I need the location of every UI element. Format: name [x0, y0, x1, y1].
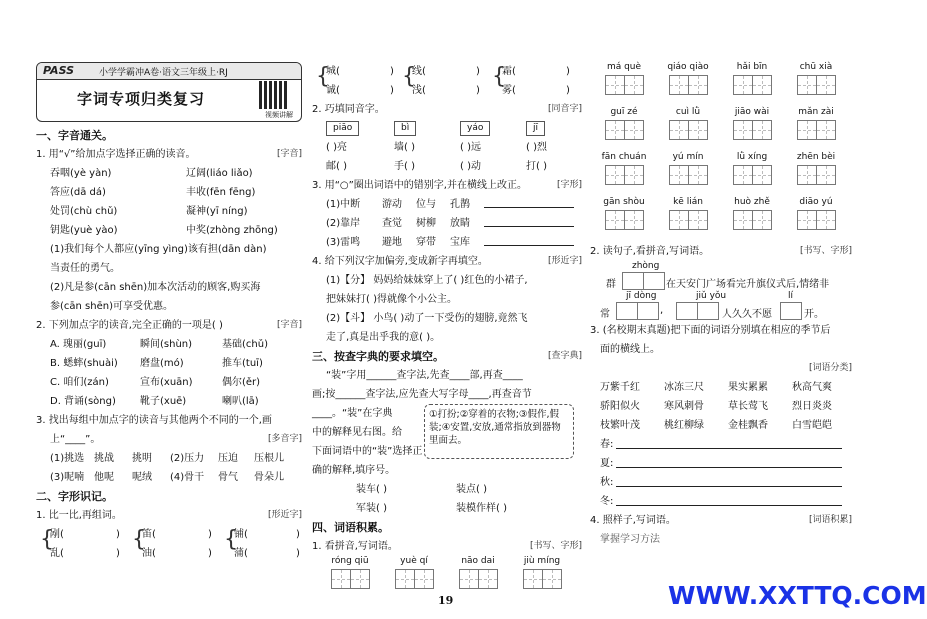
compare-row: { 城( ) { 线( ) { 霜( ): [316, 64, 570, 89]
sec4-q1-text: 1. 看拼音,写词语。: [312, 541, 398, 552]
dict-line: 画;按______查字法,应先查大写字母____,再查音节: [312, 389, 532, 400]
page-number: 19: [438, 594, 454, 607]
q1-sentence-2: (2)凡是参(cān shēn)加本次活动的顾客,购买海: [50, 282, 261, 293]
c2-q3-text: 3. 用“○”圈出词语中的错别字,并在横线上改正。: [312, 180, 527, 191]
q1-sentence-2b: 参(cān shēn)可享受优惠。: [50, 301, 173, 312]
sec4-q1-tag: [书写、字形]: [529, 541, 582, 551]
compare-row: 诚( ) 浅( ) 雾( ): [326, 85, 570, 96]
brace-icon: {: [316, 64, 330, 89]
pair-row: 钥匙(yuè yào) 中奖(zhòng zhōng): [50, 225, 278, 236]
dict-word-row: 装车( ) 装点( ): [356, 484, 487, 495]
series-label: 小学学霸冲A卷·语文三年级上·RJ: [99, 68, 228, 78]
q4-line: (2)【斗】 小鸟( )动了一下受伤的翅膀,竟然飞: [326, 313, 528, 324]
homophone-pinyin-row: piāo bì yáo jī: [312, 119, 582, 138]
q4-line: 把妹妹打( )得就像个小公主。: [326, 294, 457, 305]
sec2-q1-text: 1. 比一比,再组词。: [36, 510, 122, 521]
q1-text: 1. 用“√”给加点字选择正确的读音。: [36, 149, 196, 160]
compare-row: { 剐( ) { 笛( ) { 铺( ): [40, 527, 300, 552]
homophone-row: ( )亮 墙( ) ( )远 ( )烈: [326, 142, 547, 153]
q4-line: (1)【分】 妈妈给妹妹穿上了( )红色的小裙子,: [326, 275, 528, 286]
c3-q2-text: 2. 读句子,看拼音,写词语。: [590, 246, 710, 257]
pinyin-grid-row: guī zé cuì lǜ jiāo wài mǎn zài: [590, 107, 852, 152]
q3-text-2: 上“____”。: [50, 434, 101, 445]
pinyin-grid-row: róng qiū yuè qí nāo dai jiù míng: [312, 556, 582, 590]
c3-q3-text: 3. (名校期末真题)把下面的词语分别填在相应的季节后: [590, 325, 831, 336]
season-line[interactable]: 秋:: [590, 473, 852, 492]
qr-label: 视频讲解: [265, 111, 293, 119]
pinyin-grid-row: má què qiáo qiào hǎi bīn chū xià: [590, 62, 852, 107]
q2-text: 2. 下列加点字的读音,完全正确的一项是( ): [36, 320, 223, 331]
pinyin-grid-row: gān shòu kē lián huò zhě diāo yú: [590, 197, 852, 242]
q4-line: 走了,真是出乎我的意( )。: [326, 332, 441, 343]
option-row: D. 背诵(sòng) 靴子(xuē) 喇叭(lā): [50, 396, 259, 407]
typo-row: (3)雷鸣 避地 穿带 宝库: [312, 233, 582, 252]
middle-column: [312, 62, 582, 590]
q1-tag: [字音]: [276, 149, 302, 159]
sec3-tag: [查字典]: [547, 351, 582, 361]
typo-row: (2)靠岸 查觉 树柳 放睛: [312, 214, 582, 233]
c3-q4-text: 4. 照样子,写词语。: [590, 515, 676, 526]
left-column: [36, 62, 302, 563]
qr-code-icon[interactable]: [259, 81, 287, 109]
site-watermark: WWW.XXTTQ.COM: [668, 581, 927, 610]
header-bar: [37, 63, 301, 80]
typo-row: (1)中断 游动 位与 孔鹊: [312, 195, 582, 214]
c2-q3-tag: [字形]: [556, 180, 582, 190]
dict-line: “装”字用______查字法,先查____部,再查____: [326, 370, 523, 381]
pinyin-grid-row: fān chuán yú mín lǜ xíng zhēn bèi: [590, 152, 852, 197]
homophone-row: 邮( ) 手( ) ( )动 打( ): [326, 161, 547, 172]
c3-q3-tag: [词语分类]: [808, 363, 852, 373]
season-line[interactable]: 春:: [590, 435, 852, 454]
season-line[interactable]: 夏:: [590, 454, 852, 473]
word-row: 骄阳似火 寒风刺骨 草长莺飞 烈日炎炎: [600, 401, 832, 412]
pair-row: 吞咽(yè yàn) 辽阔(liáo liǎo): [50, 168, 253, 179]
q1-sentence-1: (1)我们每个人都应(yīng yìng)该有担(dān dàn): [50, 244, 267, 255]
header-box: [36, 62, 302, 122]
q3-text: 3. 找出每组中加点字的读音与其他两个不同的一个,画: [36, 415, 272, 426]
dict-block: ____。“装”在字典 中的解释见右图。给 下面词语中的“装”选择正 确的解释,填序号。 ①打扮;②穿着的衣物;③假作,假装;④安置,安放,通常指放到器物里面去。: [312, 404, 582, 480]
q3-row: (3)呢喃 他呢 呢绒 (4)骨干 骨气 骨朵儿: [50, 472, 284, 483]
compare-row: 乱( ) 油( ) 蒲( ): [50, 548, 300, 559]
section-2-title: 二、字形识记。: [36, 490, 113, 503]
brace-icon: {: [40, 527, 54, 552]
q1-sentence-1b: 当责任的勇气。: [50, 263, 120, 274]
c3-q2-tag: [书写、字形]: [799, 246, 852, 256]
c3-q4-tag: [词语积累]: [808, 515, 852, 525]
option-row: A. 瑰丽(guī) 瞬间(shùn) 基础(chǔ): [50, 339, 268, 350]
sentence-line-2: jī dòng jiǔ yǒu lí 常 , 人久久不愿 开。: [600, 291, 824, 320]
right-column: [590, 62, 852, 549]
brace-icon: {: [402, 64, 416, 89]
dict-word-row: 军装( ) 装模作样( ): [356, 503, 507, 514]
word-row: 枝繁叶茂 桃红柳绿 金桂飘香 白雪皑皑: [600, 420, 832, 431]
dictionary-note-box: ①打扮;②穿着的衣物;③假作,假装;④安置,安放,通常指放到器物里面去。: [424, 404, 574, 459]
page-title: 字词专项归类复习: [77, 90, 206, 108]
pair-row: 处罚(chù chǔ) 凝神(yī níng): [50, 206, 248, 217]
c3-q4-example: 掌握学习方法: [600, 534, 660, 545]
brace-icon: {: [132, 527, 146, 552]
option-row: B. 蟋蟀(shuài) 磨盘(mó) 推车(tuī): [50, 358, 263, 369]
brand-logo: PASS: [43, 64, 75, 77]
section-1-title: 一、字音通关。: [36, 129, 113, 142]
section-3-title: 三、按查字典的要求填空。: [312, 350, 444, 363]
c2-q4-text: 4. 给下列汉字加偏旁,变成新字再填空。: [312, 256, 488, 267]
c2-q4-tag: [形近字]: [547, 256, 582, 266]
sentence-line-1: zhòng 群 在天安门广场看完升旗仪式后,情绪非: [606, 261, 830, 290]
q3-tag: [多音字]: [267, 434, 302, 444]
section-4-title: 四、词语积累。: [312, 521, 389, 534]
c3-q3-text-2: 面的横线上。: [600, 344, 660, 355]
brace-icon: {: [224, 527, 238, 552]
option-row: C. 咱们(zán) 宣布(xuān) 偶尔(ěr): [50, 377, 261, 388]
sec2-q1-tag: [形近字]: [267, 510, 302, 520]
word-row: 万紫千红 冰冻三尺 果实累累 秋高气爽: [600, 382, 832, 393]
season-line[interactable]: 冬:: [590, 492, 852, 511]
brace-icon: {: [492, 64, 506, 89]
q3-row: (1)挑选 挑战 挑明 (2)压力 压迫 压根儿: [50, 453, 284, 464]
c2-q2-text: 2. 巧填同音字。: [312, 104, 385, 115]
q2-tag: [字音]: [276, 320, 302, 330]
c2-q2-tag: [同音字]: [547, 104, 582, 114]
pair-row: 答应(dā dá) 丰收(fēn fēng): [50, 187, 256, 198]
